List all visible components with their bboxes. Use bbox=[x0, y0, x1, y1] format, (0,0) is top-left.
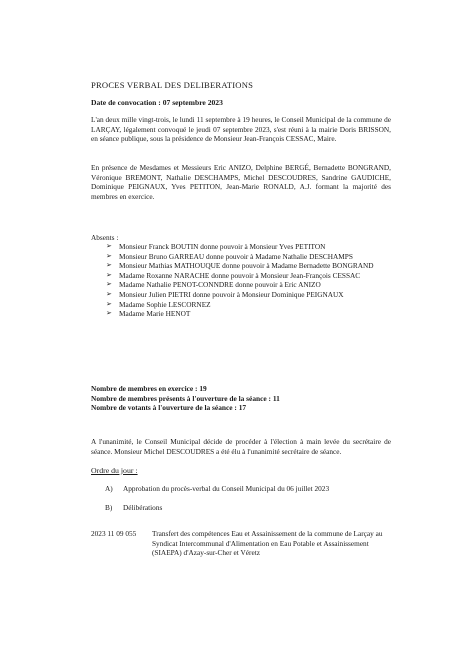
absents-label: Absents : bbox=[91, 233, 119, 242]
presence-paragraph: En présence de Mesdames et Messieurs Eric ANIZO, Delphine BERGÉ, Bernadette BONGRAND, Véronique BREMONT, Nathalie DESCHAMPS, Michel DESCOUDRES, Sandrine GAUDICHE, Dominique PEIGNAUX, Yves PETITON, Jean-Marie RONALD, A.J. formant la majorité des membres en exercice. bbox=[91, 163, 391, 201]
voters-count: Nombre de votants à l'ouverture de la séance : 17 bbox=[91, 403, 247, 413]
agenda-item-b bbox=[105, 503, 162, 512]
members-in-office: Nombre de membres en exercice : 19 bbox=[91, 384, 207, 393]
absent-text: Madame Roxanne NARACHE donne pouvoir à Monsieur Jean-François CESSAC bbox=[119, 270, 361, 280]
absent-text: Monsieur Bruno GARREAU donne pouvoir à Madame Nathalie DESCHAMPS bbox=[119, 251, 353, 261]
agenda-letter: B) bbox=[105, 503, 113, 512]
absent-text: Madame Sophie LESCORNEZ bbox=[119, 299, 211, 309]
absent-text: Monsieur Franck BOUTIN donne pouvoir à Monsieur Yves PETITON bbox=[119, 242, 326, 251]
agenda-letter: A) bbox=[105, 484, 113, 493]
secretary-paragraph: A l'unanimité, le Conseil Municipal décide de procéder à l'élection à main levée du secrétaire de séance. Monsieur Michel DESCOUDRES a été élu à l'unanimité secrétaire de séance. bbox=[91, 437, 391, 456]
absent-item bbox=[106, 271, 392, 281]
absent-item bbox=[106, 252, 392, 262]
deliberation-text: Transfert des compétences Eau et Assainissement de la commune de Larçay au Syndicat Intercommunal d'Alimentation en Eau Potable et Assainissement (SIAEPA) d'Azay-sur-Cher et Véretz bbox=[152, 529, 383, 558]
absent-item bbox=[106, 261, 392, 271]
absents-list bbox=[106, 242, 392, 319]
absent-item bbox=[106, 300, 392, 310]
arrow-bullet-icon: ➢ bbox=[106, 270, 112, 279]
absent-text: Madame Marie HENOT bbox=[119, 309, 191, 319]
absent-item bbox=[106, 280, 392, 290]
agenda-item-a bbox=[105, 484, 329, 493]
arrow-bullet-icon: ➢ bbox=[106, 242, 112, 250]
arrow-bullet-icon: ➢ bbox=[106, 289, 112, 298]
deliberation-number: 2023 11 09 055 bbox=[91, 529, 137, 538]
arrow-bullet-icon: ➢ bbox=[106, 309, 112, 318]
absent-item bbox=[106, 309, 392, 319]
agenda-text: Délibérations bbox=[123, 503, 163, 512]
arrow-bullet-icon: ➢ bbox=[106, 261, 112, 270]
member-counts bbox=[91, 384, 280, 413]
document-title: PROCES VERBAL DES DELIBERATIONS bbox=[91, 80, 254, 90]
arrow-bullet-icon: ➢ bbox=[106, 299, 112, 308]
absent-item bbox=[106, 242, 392, 252]
absent-text: Monsieur Mathias MATHOUQUE donne pouvoir à Madame Bernadette BONGRAND bbox=[119, 261, 374, 271]
absent-text: Madame Nathalie PENOT-CONNDRE donne pouvoir à Eric ANIZO bbox=[119, 280, 321, 290]
absent-item bbox=[106, 290, 392, 300]
arrow-bullet-icon: ➢ bbox=[106, 251, 112, 260]
absent-text: Monsieur Julien PIETRI donne pouvoir à Monsieur Dominique PEIGNAUX bbox=[119, 289, 344, 299]
arrow-bullet-icon: ➢ bbox=[106, 280, 112, 289]
agenda-text: Approbation du procès-verbal du Conseil Municipal du 06 juillet 2023 bbox=[123, 484, 330, 493]
agenda-title: Ordre du jour : bbox=[91, 466, 138, 475]
members-present: Nombre de membres présents à l'ouverture de la séance : 11 bbox=[91, 393, 280, 403]
convocation-date: Date de convocation : 07 septembre 2023 bbox=[91, 98, 223, 107]
intro-paragraph: L'an deux mille vingt-trois, le lundi 11 septembre à 19 heures, le Conseil Municipal de la commune de LARÇAY, légalement convoqué le jeudi 07 septembre 2023, s'est réuni à la mairie Doris BRISSON, en séance publique, sous la présidence de Monsieur Jean-François CESSAC, Maire. bbox=[91, 115, 391, 144]
